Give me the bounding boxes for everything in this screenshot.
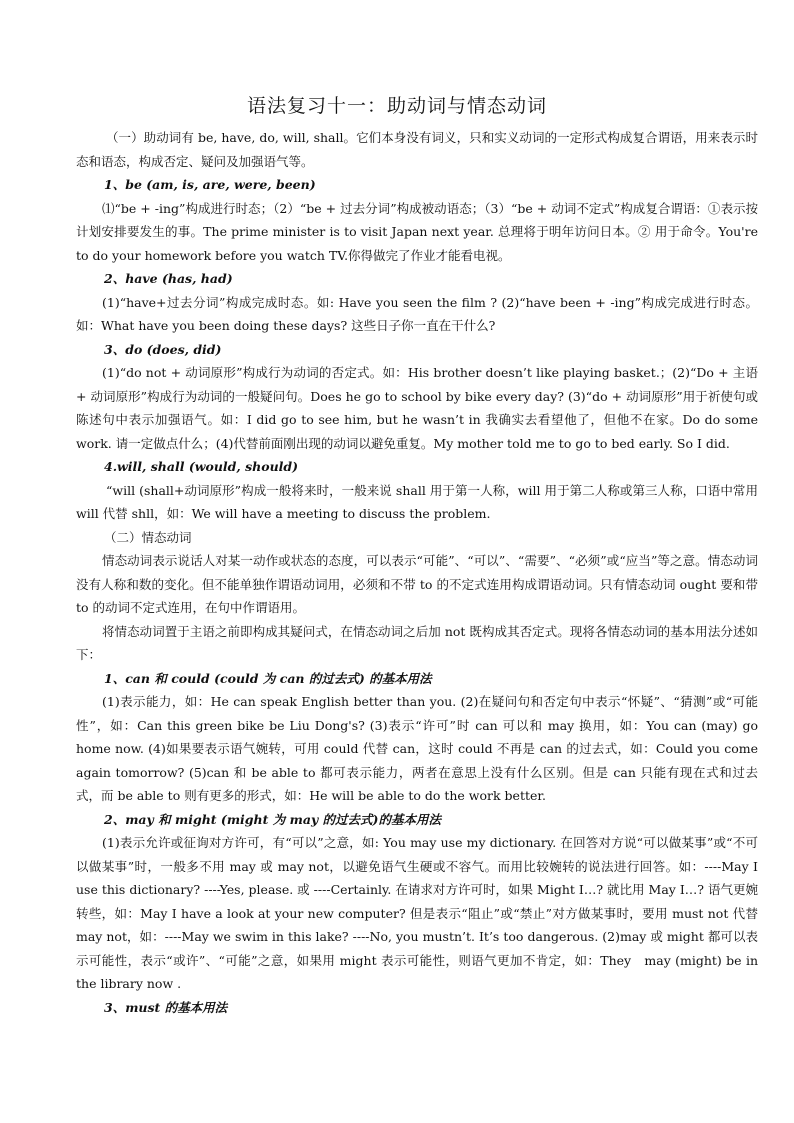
paragraph-will-shall: “will (shall+动词原形”构成一般将来时，一般来说 shall 用于第一人称，will 用于第二人称或第三人称，口语中常用 will 代替 shll，如：We will have a meeting to discuss the problem. — [76, 482, 758, 521]
paragraph-be: ⑴“be + -ing”构成进行时态；（2）“be + 过去分词”构成被动语态；（3）“be + 动词不定式”构成复合谓语：①表示按计划安排要发生的事。The prime minister is to visit Japan next year. 总理将于明年访问日本。② 用于命令。You're to do your homework before you watch TV.你得做完了作业才能看电视。 — [76, 200, 758, 263]
heading-can-could: 1、can 和 could (could 为 can 的过去式) 的基本用法 — [104, 670, 432, 686]
heading-have: 2、have (has, had) — [104, 271, 233, 286]
section-heading-modal: （二）情态动词 — [104, 529, 192, 545]
paragraph-can-could: (1)表示能力，如：He can speak English better than you. (2)在疑问句和否定句中表示“怀疑”、“猜测”或“可能性”，如：Can this green bike be Liu Dong's? (3)表示“许可”时 can 可以和 may 换用，如：You can (may) go home now. (4)如果要表示语气婉转，可用 could 代替 can，这时 could 不再是 can 的过去式，如：Could you come again tomorrow? (5)can 和 be able to 都可表示能力，两者在意思上没有什么区别。但是 can 只能有现在式和过去式，而 be able to 则有更多的形式，如：He will be able to do the work better. — [76, 694, 758, 803]
paragraph-have: (1)“have+过去分词”构成完成时态。如: Have you seen the film ? (2)“have been + -ing”构成完成进行时态。如：What have you been doing these days? 这些日子你一直在干什么? — [76, 294, 758, 333]
paragraph-modal-forms: 将情态动词置于主语之前即构成其疑问式，在情态动词之后加 not 既构成其否定式。现将各情态动词的基本用法分述如下： — [76, 623, 758, 662]
paragraph-auxiliary-intro: （一）助动词有 be, have, do, will, shall。它们本身没有词义，只和实义动词的一定形式构成复合谓语，用来表示时态和语态，构成否定、疑问及加强语气等。 — [76, 130, 758, 169]
page-title: 语法复习十一：助动词与情态动词 — [246, 95, 547, 117]
heading-may-might: 2、may 和 might (might 为 may 的过去式)的基本用法 — [104, 811, 441, 827]
heading-will-shall: 4.will, shall (would, should) — [104, 459, 299, 474]
document-body — [76, 126, 758, 1019]
heading-must: 3、must 的基本用法 — [104, 999, 228, 1015]
paragraph-modal-intro: 情态动词表示说话人对某一动作或状态的态度，可以表示“可能”、“可以”、“需要”、“必须”或“应当”等之意。情态动词没有人称和数的变化。但不能单独作谓语动词用，必须和不带 to 的不定式连用构成谓语动词。只有情态动词 ought 要和带 to 的动词不定式连用，在句中作谓语用。 — [76, 553, 758, 615]
heading-be: 1、be (am, is, are, were, been) — [104, 177, 316, 192]
heading-do: 3、do (does, did) — [104, 341, 222, 357]
paragraph-do: (1)“do not + 动词原形”构成行为动词的否定式。如：His brother doesn’t like playing basket.；(2)“Do + 主语 + 动词原形”构成行为动词的一般疑问句。Does he go to school by bike every day? (3)“do + 动词原形”用于祈使句或陈述句中表示加强语气。如：I did go to see him, but he wasn’t in 我确实去看望他了，但他不在家。Do do some work. 请一定做点什么；(4)代替前面刚出现的动词以避免重复。My mother told me to go to bed early. So I did. — [76, 365, 758, 451]
paragraph-may-might: (1)表示允许或征询对方许可，有“可以”之意，如: You may use my dictionary. 在回答对方说“可以做某事”或“不可以做某事”时，一般多不用 may 或 may not，以避免语气生硬或不容气。而用比较婉转的说法进行回答。如：----May I use this dictionary? ----Yes, please. 或 ----Certainly. 在请求对方许可时，如果 Might I…? 就比用 May I…? 语气更婉转些，如：May I have a look at your new computer? 但是表示“阻止”或“禁止”对方做某事时，要用 must not 代替 may not，如：----May we swim in this lake? ----No, you mustn’t. It’s too dangerous. (2)may 或 might 都可以表示可能性，表示“或许”、“可能”之意，如果用 might 表示可能性，则语气更加不肯定，如：They may (might) be in the library now . — [76, 835, 758, 991]
